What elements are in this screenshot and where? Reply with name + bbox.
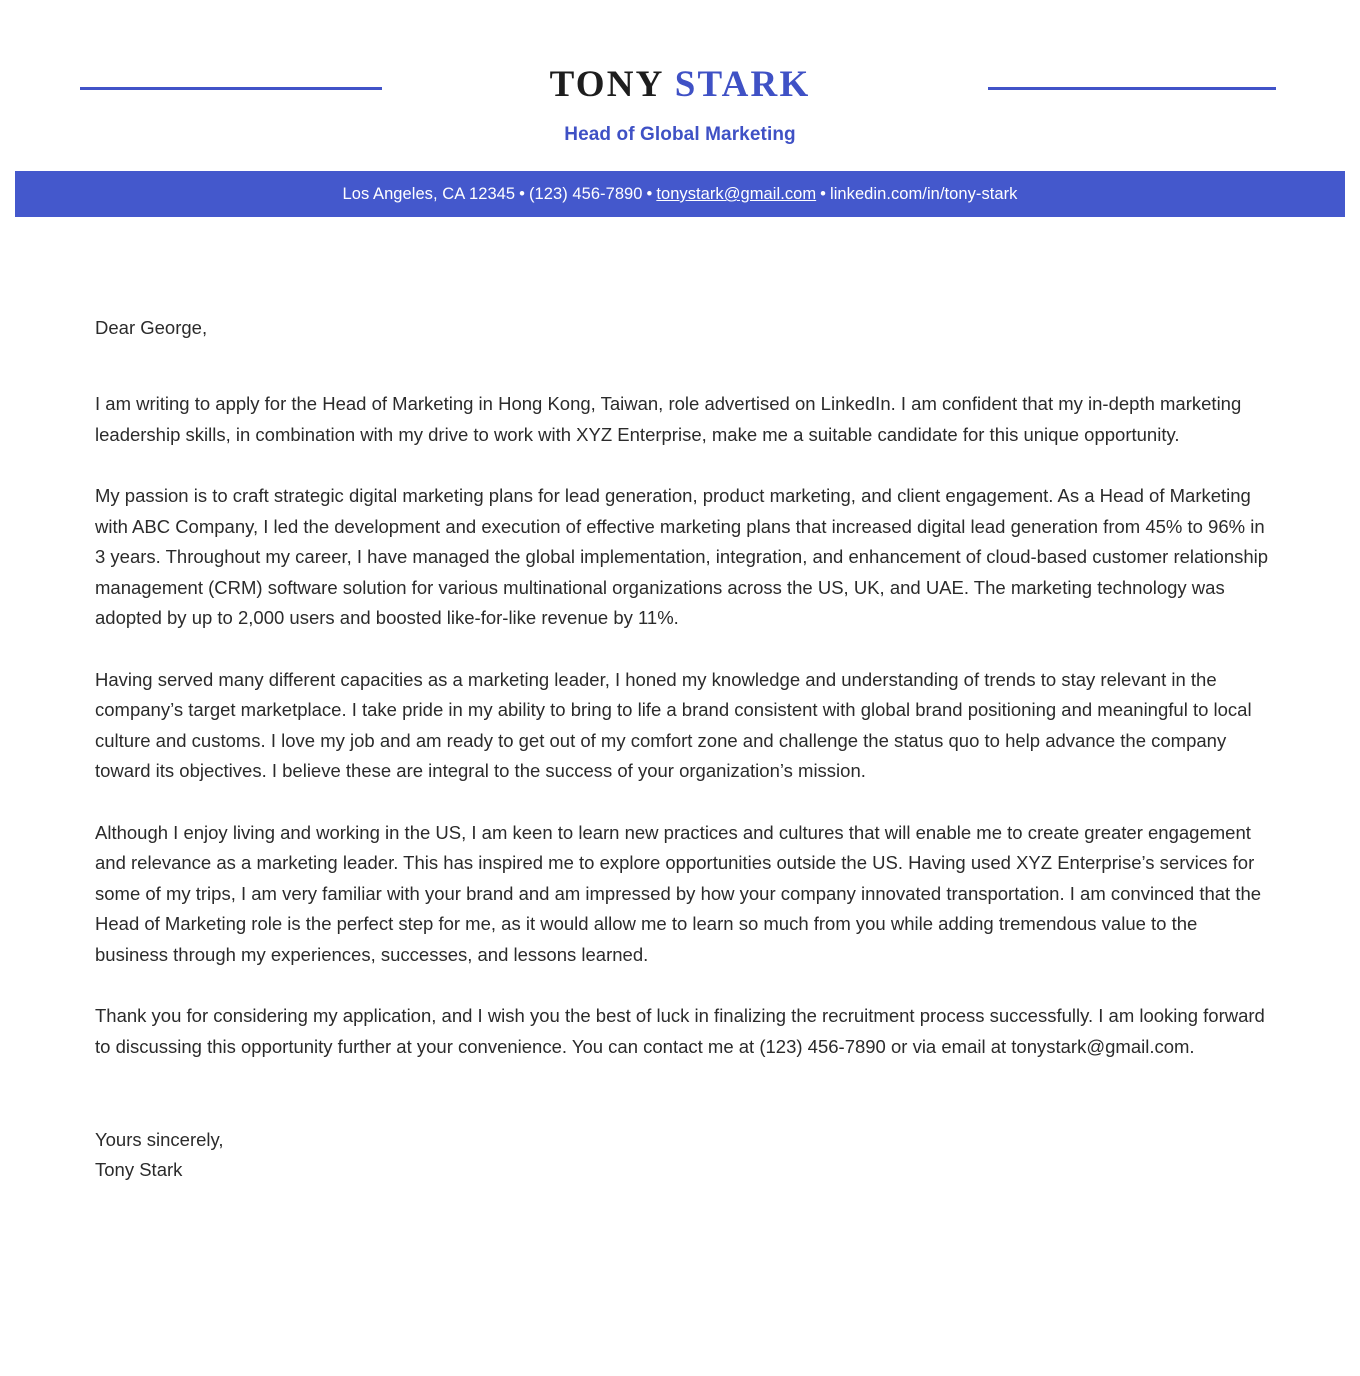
letter-paragraph: Having served many different capacities as a marketing leader, I honed my knowledge and understanding of trends to stay relevant in the company’s target marketplace. I take pride in my ability to bring to life a brand consistent with global brand positioning and meaningful to local culture and customs. I love my job and am ready to get out of my comfort zone and challenge the status quo to help advance the company toward its objectives. I believe these are integral to the success of your organization’s mission. [95, 668, 1252, 781]
salutation: Dear George, [95, 317, 208, 338]
signature-name: Tony Stark [95, 1159, 183, 1180]
job-title: Head of Global Marketing [564, 124, 796, 145]
contact-separator-icon: • [820, 185, 826, 203]
last-name: STARK [674, 64, 811, 105]
contact-location: Los Angeles, CA 12345 [342, 185, 516, 203]
contact-email-link[interactable]: tonystark@gmail.com [656, 185, 817, 203]
contact-linkedin: linkedin.com/in/tony-stark [830, 185, 1018, 203]
contact-separator-icon: • [646, 185, 653, 203]
closing-phrase: Yours sincerely, [95, 1129, 224, 1150]
contact-separator-icon: • [519, 185, 525, 203]
decorative-rule-left [80, 87, 382, 90]
name-row [0, 62, 1360, 114]
letter-paragraph: My passion is to craft strategic digital marketing plans for lead generation, product marketing, and client engagement. As a Head of Marketing with ABC Company, I led the development and execution of effective marketing plans that increased digital lead generation from 45% to 96% in 3 years. Throughout my career, I have managed the global implementation, integration, and enhancement of cloud-based customer relationship management (CRM) software solution for various multinational organizations across the US, UK, and UAE. The marketing technology was adopted by up to 2,000 users and boosted like-for-like revenue by 11%. [95, 485, 1269, 628]
contact-line [343, 184, 1018, 204]
letterhead [0, 0, 1360, 147]
contact-phone: (123) 456-7890 [528, 185, 643, 203]
page-title [0, 62, 1360, 108]
decorative-rule-right [988, 87, 1276, 90]
letter-body [0, 217, 1360, 1185]
letter-paragraph: Thank you for considering my application, and I wish you the best of luck in finalizing the recruitment process successfully. I am looking forward to discussing this opportunity further at your convenience. You can contact me at (123) 456-7890 or via email at tonystark@gmail.com. [95, 1005, 1265, 1057]
letter-paragraph: I am writing to apply for the Head of Marketing in Hong Kong, Taiwan, role advertised on LinkedIn. I am confident that my in-depth marketing leadership skills, in combination with my drive to work with XYZ Enterprise, make me a suitable candidate for this unique opportunity. [95, 393, 1242, 445]
contact-bar [15, 171, 1345, 217]
letter-paragraph: Although I enjoy living and working in the US, I am keen to learn new practices and cultures that will enable me to create greater engagement and relevance as a marketing leader. This has inspired me to explore opportunities outside the US. Having used XYZ Enterprise’s services for some of my trips, I am very familiar with your brand and am impressed by how your company innovated transportation. I am convinced that the Head of Marketing role is the perfect step for me, as it would allow me to learn so much from you while adding tremendous value to the business through my experiences, successes, and lessons learned. [95, 821, 1262, 965]
first-name: TONY [549, 64, 664, 105]
signoff-block [95, 1125, 1272, 1185]
